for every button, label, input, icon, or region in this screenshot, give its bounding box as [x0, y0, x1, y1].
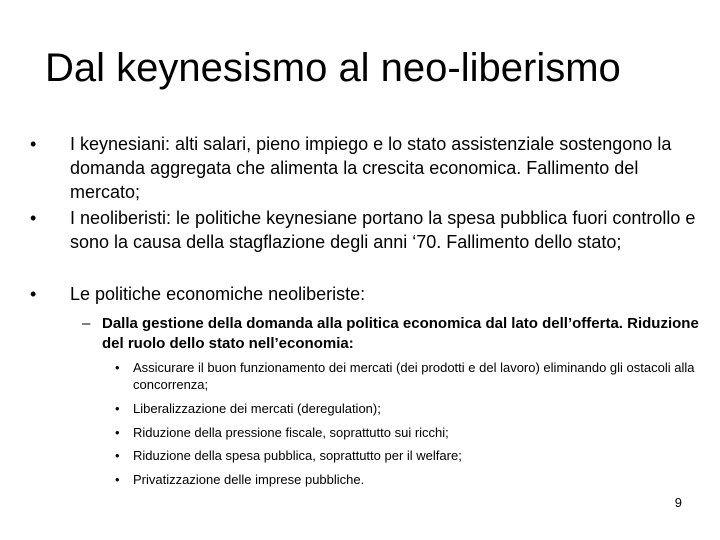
subsub-2-text: Liberalizzazione dei mercati (deregulation); [133, 401, 381, 416]
subsub-5-marker: • [115, 472, 120, 487]
subsub-1-text: Assicurare il buon funzionamento dei mercati (dei prodotti e del lavoro) eliminando gli ostacoli alla concorrenza; [133, 360, 695, 392]
page-number: 9 [674, 495, 682, 510]
subsub-1-marker: • [115, 360, 120, 375]
bullet-3-marker: • [30, 284, 37, 304]
subsub-3-text: Riduzione della pressione fiscale, soprattutto sui ricchi; [133, 425, 449, 440]
bullet-2-text: I neoliberisti: le politiche keynesiane portano la spesa pubblica fuori controllo e sono la causa della stagflazione degli anni ‘70. Fallimento dello stato; [70, 208, 696, 252]
slide-title: Dal keynesismo al neo-liberismo [45, 46, 621, 90]
subsub-4-marker: • [115, 448, 120, 463]
subbullet-text: Dalla gestione della domanda alla politica economica dal lato dell’offerta. Riduzione del ruolo dello stato nell’economia: [102, 315, 699, 352]
bullet-1-marker: • [30, 134, 37, 154]
subsub-3-marker: • [115, 425, 120, 440]
subsub-2-marker: • [115, 401, 120, 416]
bullet-2-marker: • [30, 208, 37, 228]
bullet-1-text: I keynesiani: alti salari, pieno impiego e lo stato assistenziale sostengono la domanda aggregata che alimenta la crescita economica. Fallimento del mercato; [70, 134, 672, 202]
subbullet-marker: – [82, 315, 91, 332]
subsub-5-text: Privatizzazione delle imprese pubbliche. [133, 472, 365, 487]
subsub-4-text: Riduzione della spesa pubblica, soprattutto per il welfare; [133, 448, 462, 463]
bullet-3-text: Le politiche economiche neoliberiste: [70, 284, 366, 304]
